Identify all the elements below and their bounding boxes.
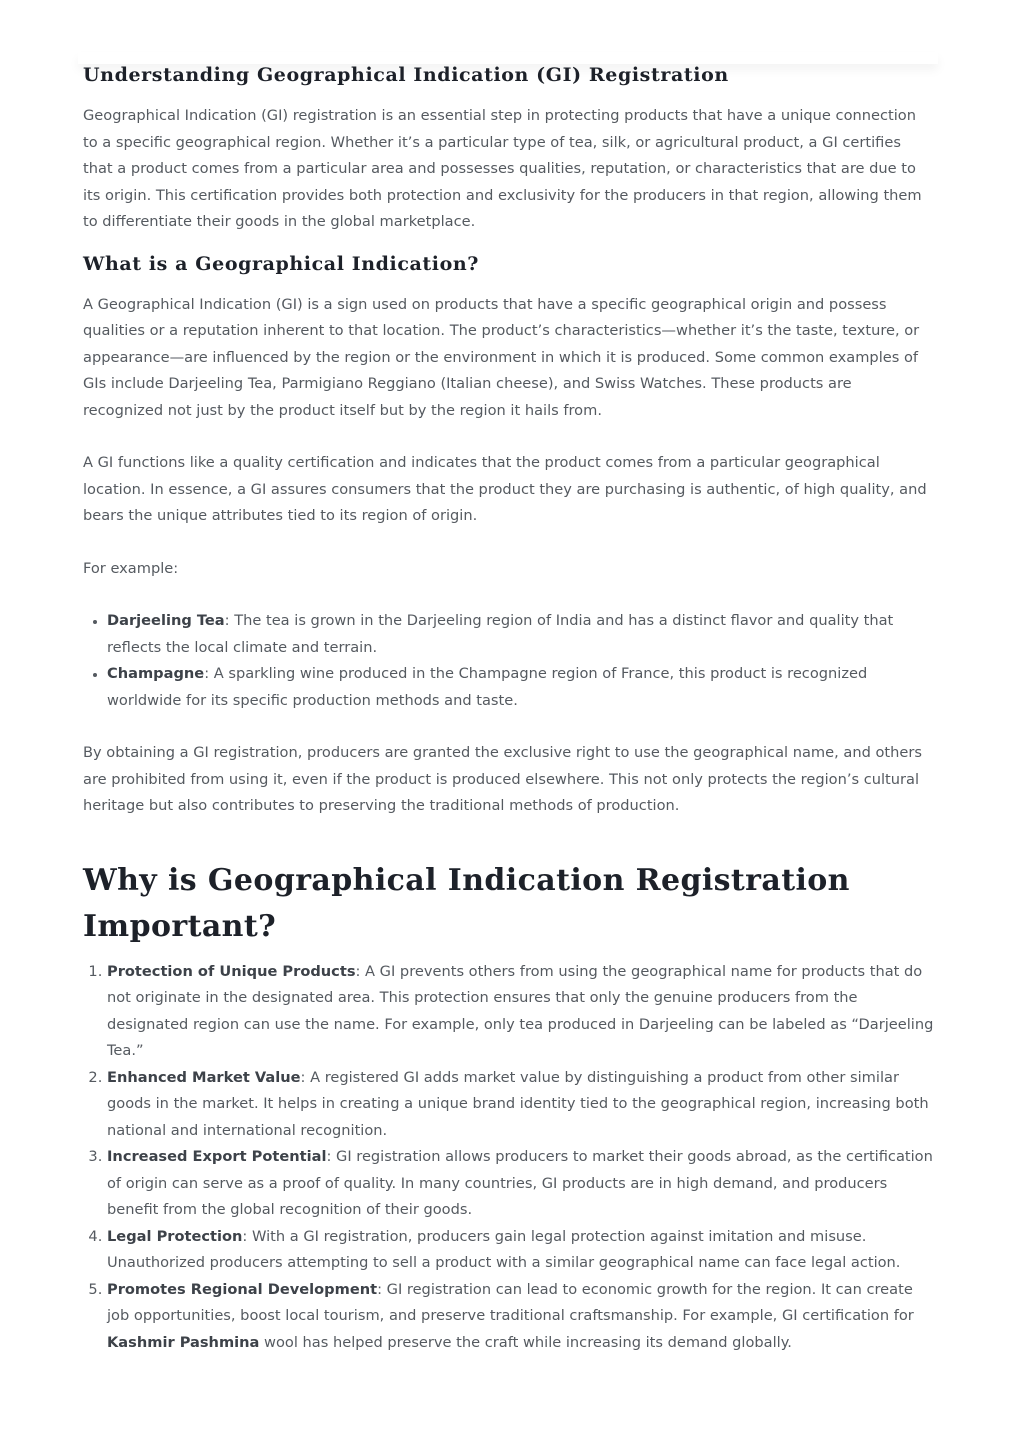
list-item-text: : The tea is grown in the Darjeeling region of India and has a distinct flavor and quality that reflects the local climate and terrain.	[107, 612, 894, 656]
list-item	[107, 959, 935, 1065]
list-item-term: Champagne	[107, 665, 205, 682]
section-heading-why-important: Why is Geographical Indication Registration Important?	[83, 862, 850, 944]
example-intro: For example:	[83, 559, 179, 577]
list-item-text: : A GI prevents others from using the geographical name for products that do not originate in the designated area. This protection ensures that only the genuine producers from the designated region can use the name. For example, only tea produced in Darjeeling can be labeled as “Darjeeling Tea.”	[107, 962, 934, 1059]
exclusive-right-paragraph: By obtaining a GI registration, producers are granted the exclusive right to use the geographical name, and others are prohibited from using it, even if the product is produced elsewhere. This not only protects the region’s cultural heritage but also contributes to preserving the traditional methods of production.	[83, 744, 922, 814]
list-item-text: : With a GI registration, producers gain legal protection against imitation and misuse. Unauthorized producers attempting to sell a product with a similar geographical name can face legal action.	[107, 1227, 901, 1271]
list-item-term: Kashmir Pashmina	[107, 1333, 260, 1351]
list-item-term: Legal Protection	[107, 1227, 243, 1245]
list-item-text: : GI registration can lead to economic growth for the region. It can create job opportunities, boost local tourism, and preserve traditional craftsmanship. For example, GI certification for	[107, 1280, 914, 1324]
list-item	[107, 1065, 935, 1145]
intro-paragraph: Geographical Indication (GI) registration is an essential step in protecting products that have a unique connection to a specific geographical region. Whether it’s a particular type of tea, silk, or agricultural product, a GI certifies that a product comes from a particular area and possesses qualities, reputation, or characteristics that are due to its origin. This certification provides both protection and exclusivity for the producers in that region, allowing them to differentiate their goods in the global marketplace.	[83, 107, 922, 230]
list-item-term: Protection of Unique Products	[107, 962, 356, 980]
list-item	[107, 1277, 935, 1357]
list-item-text: : GI registration allows producers to market their goods abroad, as the certification of origin can serve as a proof of quality. In many countries, GI products are in high demand, and producers benefit from the global recognition of their goods.	[107, 1148, 933, 1218]
list-item	[107, 1144, 935, 1224]
definition-paragraph: A Geographical Indication (GI) is a sign used on products that have a specific geographical origin and possess qualities or a reputation inherent to that location. The product’s characteristics—whether it’s the taste, texture, or appearance—are influenced by the region or the environment in which it is produced. Some common examples of GIs include Darjeeling Tea, Parmigiano Reggiano (Italian cheese), and Swiss Watches. These products are recognized not just by the product itself but by the region it hails from.	[83, 295, 920, 419]
example-list	[83, 608, 935, 714]
list-item-text: wool has helped preserve the craft while increasing its demand globally.	[259, 1333, 792, 1351]
list-item-term: Increased Export Potential	[107, 1148, 327, 1165]
list-item-term: Promotes Regional Development	[107, 1280, 378, 1298]
certification-paragraph: A GI functions like a quality certification and indicates that the product comes from a particular geographical location. In essence, a GI assures consumers that the product they are purchasing is authentic, of high quality, and bears the unique attributes tied to its region of origin.	[83, 454, 927, 524]
importance-list	[83, 959, 935, 1357]
list-item	[107, 1224, 935, 1277]
list-item	[107, 661, 935, 714]
article	[83, 60, 935, 1356]
section-heading-what-is-gi: What is a Geographical Indication?	[83, 252, 480, 275]
list-item	[107, 608, 935, 661]
section-heading-understanding: Understanding Geographical Indication (GI) Registration	[83, 64, 729, 86]
list-item-term: Enhanced Market Value	[107, 1068, 301, 1086]
list-item-text: : A sparkling wine produced in the Champagne region of France, this product is recognized worldwide for its specific production methods and taste.	[107, 665, 868, 709]
list-item-term: Darjeeling Tea	[107, 612, 225, 629]
list-item-text: : A registered GI adds market value by distinguishing a product from other similar goods in the market. It helps in creating a unique brand identity tied to the geographical region, increasing both national and international recognition.	[107, 1068, 929, 1139]
